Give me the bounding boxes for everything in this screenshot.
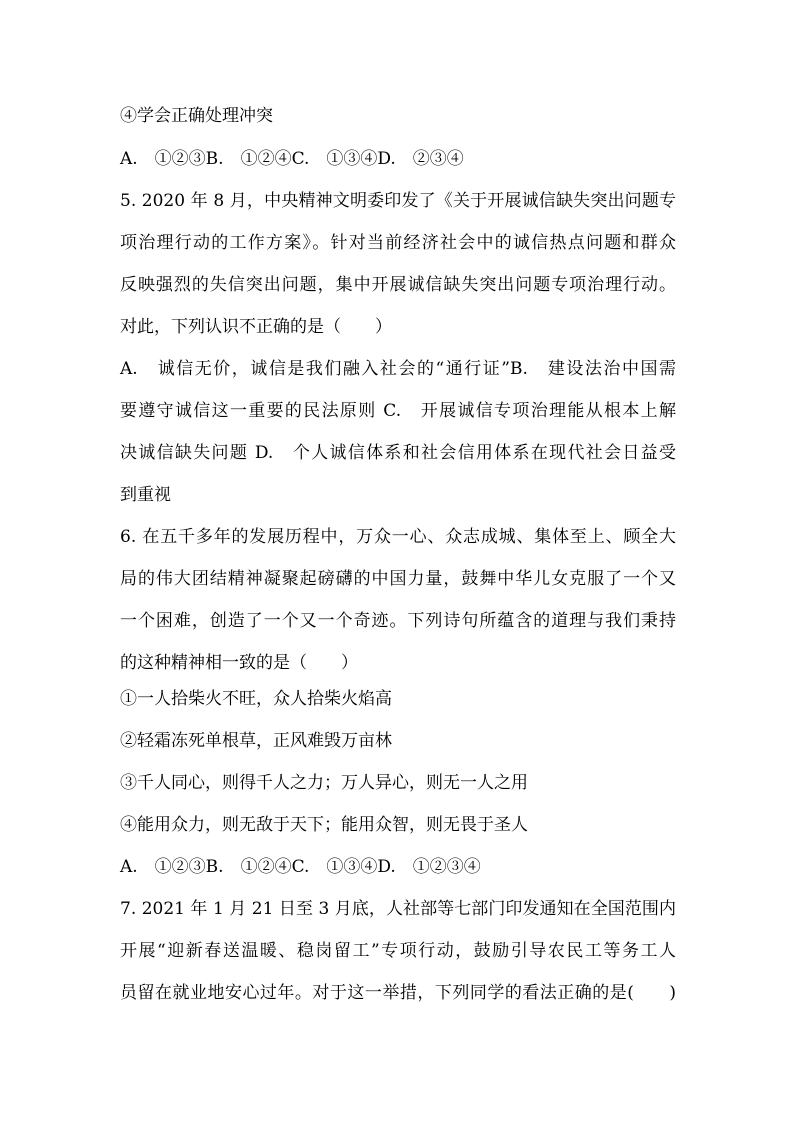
q5-stem-line-4: 对此，下列认识不正确的是（ ） bbox=[120, 317, 392, 337]
q5-stem-line-1: 5. 2020 年 8 月，中央精神文明委印发了《关于开展诚信缺失突出问题专 bbox=[120, 191, 676, 211]
q6-item-3: ③千人同心，则得千人之力；万人异心，则无一人之用 bbox=[120, 773, 528, 793]
q5-options-line-4: 到重视 bbox=[120, 485, 171, 505]
q5-options-line-1: A. 诚信无价，诚信是我们融入社会的“通行证”B. 建设法治中国需 bbox=[120, 359, 676, 379]
q5-options-line-3: 决诚信缺失问题 D. 个人诚信体系和社会信用体系在现代社会日益受 bbox=[120, 443, 676, 463]
q6-options: A. ①②③B. ①②④C. ①③④D. ①②③④ bbox=[120, 857, 481, 877]
q7-stem-line-1: 7. 2021 年 1 月 21 日至 3 月底，人社部等七部门印发通知在全国范围内 bbox=[120, 899, 676, 919]
q4-item-4: ④学会正确处理冲突 bbox=[120, 106, 273, 126]
q6-item-4: ④能用众力，则无敌于天下；能用众智，则无畏于圣人 bbox=[120, 815, 528, 835]
q7-stem-line-2: 开展“迎新春送温暖、稳岗留工”专项行动，鼓励引导农民工等务工人 bbox=[120, 941, 676, 961]
q5-options-line-2: 要遵守诚信这一重要的民法原则 C. 开展诚信专项治理能从根本上解 bbox=[120, 401, 676, 421]
q6-stem-line-4: 的这种精神相一致的是（ ） bbox=[120, 653, 358, 673]
q5-stem-line-3: 反映强烈的失信突出问题，集中开展诚信缺失突出问题专项治理行动。 bbox=[120, 275, 676, 295]
q6-stem-line-3: 一个困难，创造了一个又一个奇迹。下列诗句所蕴含的道理与我们秉持 bbox=[120, 611, 676, 631]
q6-stem-line-2: 局的伟大团结精神凝聚起磅礴的中国力量，鼓舞中华儿女克服了一个又 bbox=[120, 569, 676, 589]
q6-item-1: ①一人拾柴火不旺，众人拾柴火焰高 bbox=[120, 689, 392, 709]
document-page bbox=[120, 0, 680, 1123]
q7-stem-line-3: 员留在就业地安心过年。对于这一举措，下列同学的看法正确的是( ) bbox=[120, 983, 676, 1003]
q6-item-2: ②轻霜冻死单根草，正风难毁万亩林 bbox=[120, 731, 392, 751]
q4-options: A. ①②③B. ①②④C. ①③④D. ②③④ bbox=[120, 149, 464, 169]
q6-stem-line-1: 6. 在五千多年的发展历程中，万众一心、众志成城、集体至上、顾全大 bbox=[120, 527, 676, 547]
q5-stem-line-2: 项治理行动的工作方案》。针对当前经济社会中的诚信热点问题和群众 bbox=[120, 233, 676, 253]
